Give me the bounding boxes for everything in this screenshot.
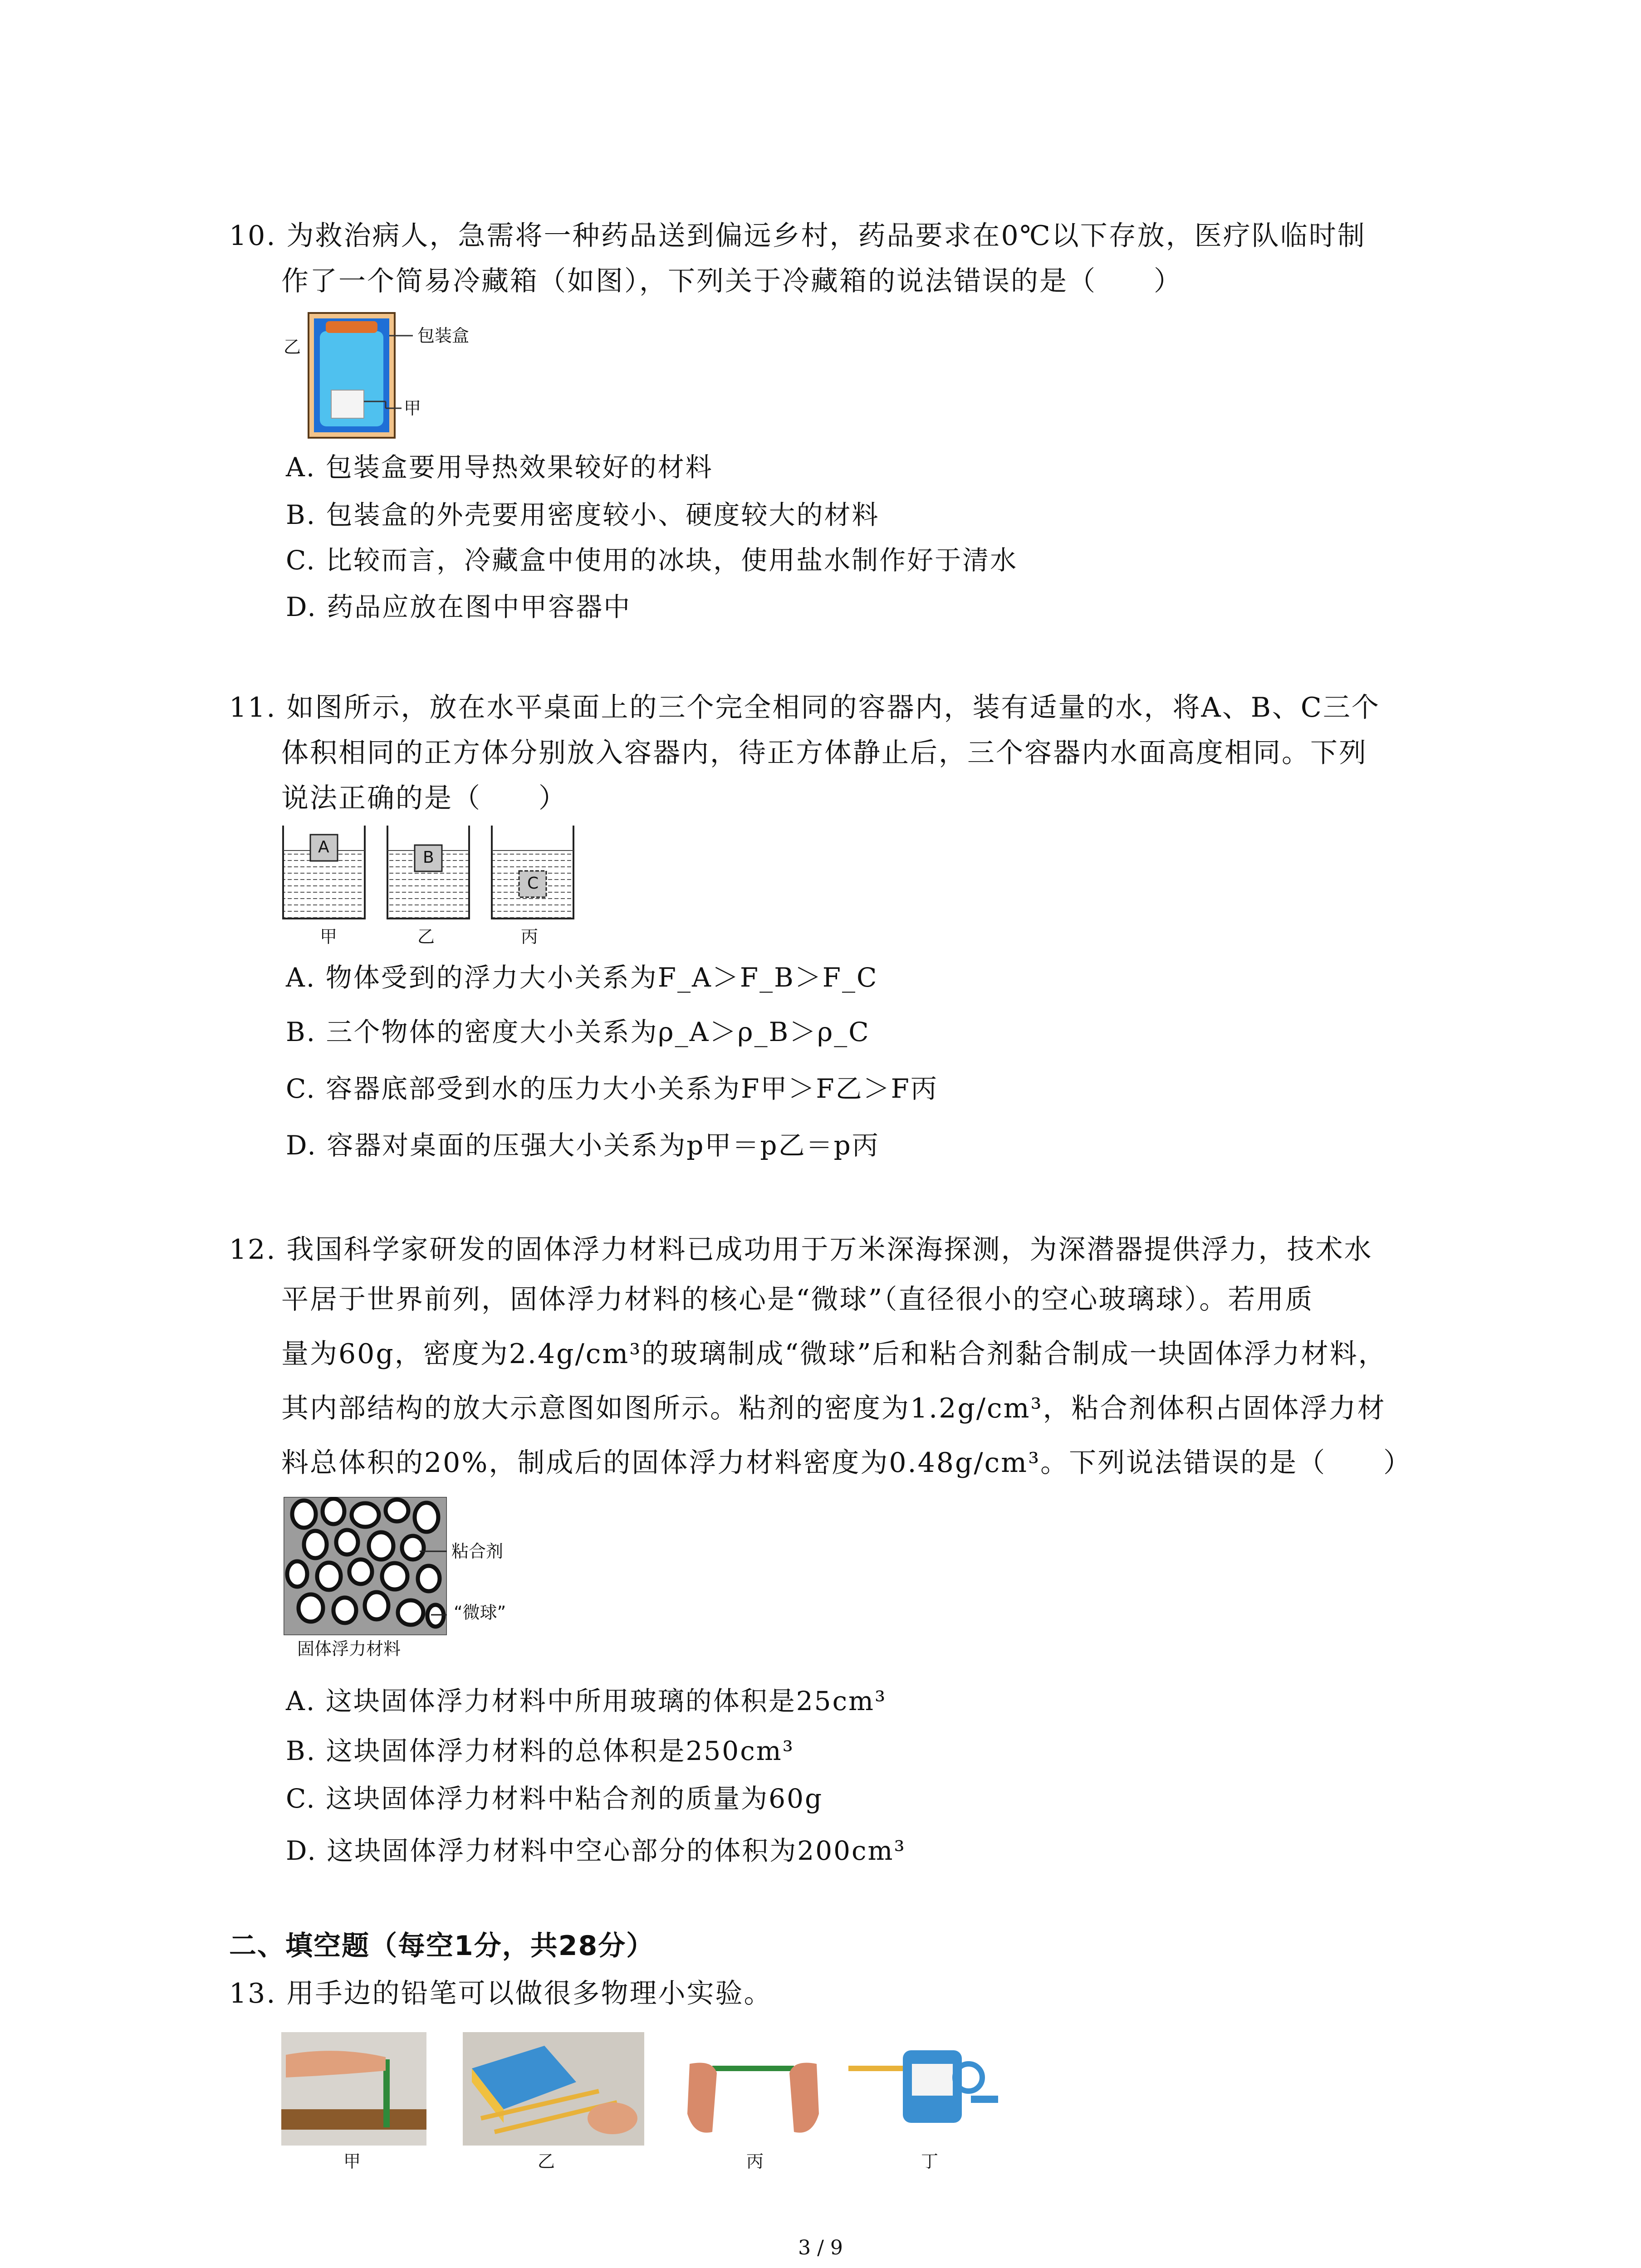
container-yi-label: 乙 (417, 927, 435, 947)
q11-option-a: A. 物体受到的浮力大小关系为F_A＞F_B＞F_C (286, 962, 878, 993)
q11-line1: 11. 如图所示，放在水平桌面上的三个完全相同的容器内，装有适量的水，将A、B、C三个 (229, 692, 1380, 723)
label-jia-container: 甲 (404, 398, 421, 418)
microsphere-structure-figure (284, 1497, 447, 1635)
q13-label-yi: 乙 (538, 2151, 555, 2171)
container-bing-label: 丙 (521, 927, 539, 947)
container-jia-label: 甲 (320, 927, 338, 947)
q11-option-d: D. 容器对桌面的压强大小关系为p甲＝p乙＝p丙 (286, 1130, 880, 1161)
photo-yi-box-on-pencils (463, 2032, 644, 2146)
q12-line2: 平居于世界前列，固体浮力材料的核心是“微球”（直径很小的空心玻璃球）。若用质 (281, 1284, 1314, 1315)
q10-line2: 作了一个简易冷藏箱（如图），下列关于冷藏箱的说法错误的是（ ） (281, 265, 1182, 297)
q12-option-a: A. 这块固体浮力材料中所用玻璃的体积是25cm³ (286, 1686, 887, 1716)
label-microsphere: “微球” (454, 1603, 506, 1623)
section-heading: 二、填空题（每空1分，共28分） (229, 1930, 655, 1962)
q13-label-bing: 丙 (746, 2151, 764, 2171)
q11-line2: 体积相同的正方体分别放入容器内，待正方体静止后，三个容器内水面高度相同。下列 (281, 737, 1367, 769)
label-yi-container: 乙 (284, 337, 301, 357)
photo-bing-hands-pencil (681, 2041, 826, 2146)
page-number: 3 / 9 (798, 2236, 843, 2259)
photo-ding-pencil-sharpener (848, 2032, 1012, 2146)
q13-line1: 13. 用手边的铅笔可以做很多物理小实验。 (229, 1978, 773, 2009)
q10-line1: 10. 为救治病人，急需将一种药品送到偏远乡村，药品要求在0℃以下存放，医疗队临时制 (229, 220, 1366, 252)
q11-line3: 说法正确的是（ ） (281, 782, 567, 814)
q12-line1: 12. 我国科学家研发的固体浮力材料已成功用于万米深海探测，为深潜器提供浮力，技术水 (229, 1234, 1373, 1266)
q12-option-d: D. 这块固体浮力材料中空心部分的体积为200cm³ (286, 1835, 906, 1866)
cube-a-label: A (318, 838, 329, 856)
q11-option-c: C. 容器底部受到水的压力大小关系为F甲＞F乙＞F丙 (286, 1073, 938, 1104)
cooler-box-figure (272, 308, 508, 445)
q13-label-ding: 丁 (921, 2151, 939, 2171)
label-adhesive: 粘合剂 (451, 1541, 504, 1561)
q12-option-b: B. 这块固体浮力材料的总体积是250cm³ (286, 1735, 794, 1766)
q12-line4: 其内部结构的放大示意图如图所示。粘剂的密度为1.2g/cm³，粘合剂体积占固体浮力材 (281, 1393, 1386, 1424)
q12-line3: 量为60g，密度为2.4g/cm³的玻璃制成“微球”后和粘合剂黏合制成一块固体浮力材料， (281, 1338, 1387, 1370)
cube-b-label: B (423, 848, 434, 867)
q13-label-jia: 甲 (343, 2151, 361, 2171)
q10-option-c: C. 比较而言，冷藏盒中使用的冰块，使用盐水制作好于清水 (286, 545, 1018, 576)
q12-option-c: C. 这块固体浮力材料中粘合剂的质量为60g (286, 1783, 823, 1814)
label-packaging-box: 包装盒 (417, 326, 470, 346)
q10-option-a: A. 包装盒要用导热效果较好的材料 (286, 452, 713, 483)
q11-option-b: B. 三个物体的密度大小关系为ρ_A＞ρ_B＞ρ_C (286, 1017, 870, 1047)
photo-jia-pencil-finger (281, 2032, 426, 2146)
q10-option-b: B. 包装盒的外壳要用密度较小、硬度较大的材料 (286, 499, 880, 530)
q10-option-d: D. 药品应放在图中甲容器中 (286, 591, 632, 622)
q12-line5: 料总体积的20%，制成后的固体浮力材料密度为0.48g/cm³。下列说法错误的是（ ） (281, 1447, 1412, 1479)
cube-c-label: C (527, 874, 539, 893)
label-solid-buoyancy-material: 固体浮力材料 (297, 1639, 401, 1659)
